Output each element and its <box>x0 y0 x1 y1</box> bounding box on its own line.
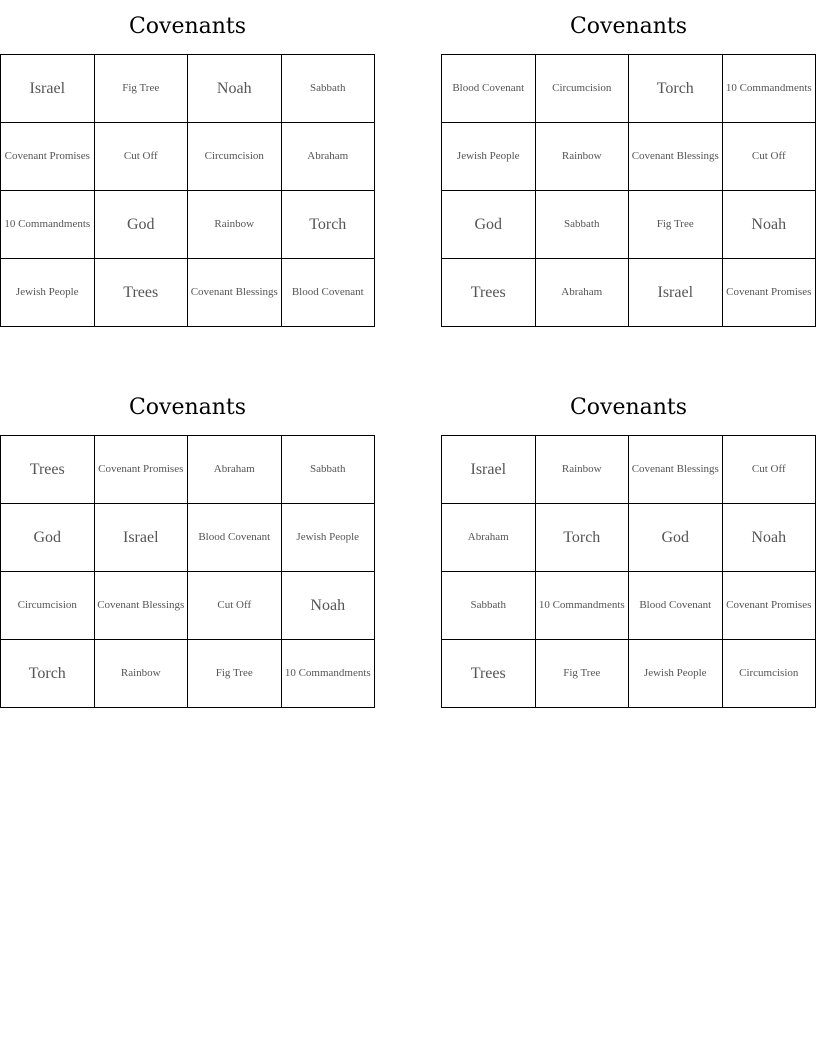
grid-cell: Torch <box>281 191 375 259</box>
grid-cell: Jewish People <box>442 123 536 191</box>
card-title: Covenants <box>128 14 247 39</box>
grid-cell: Covenant Blessings <box>94 572 188 640</box>
grid-cell: Rainbow <box>535 123 629 191</box>
grid-cell: Israel <box>442 436 536 504</box>
card-title: Covenants <box>569 14 688 39</box>
grid-row <box>1 123 375 191</box>
grid-cell: Trees <box>442 259 536 327</box>
grid-cell: Cut Off <box>722 123 816 191</box>
grid-cell: Noah <box>281 572 375 640</box>
grid-cell: Circumcision <box>188 123 282 191</box>
grid-cell: Cut Off <box>188 572 282 640</box>
grid-cell: God <box>442 191 536 259</box>
grid-cell: 10 Commandments <box>535 572 629 640</box>
grid-cell: Abraham <box>281 123 375 191</box>
grid-row <box>442 55 816 123</box>
grid-cell: Blood Covenant <box>629 572 723 640</box>
grid-cell: Noah <box>722 504 816 572</box>
grid-cell: Covenant Promises <box>1 123 95 191</box>
grid-cell: Fig Tree <box>629 191 723 259</box>
grid-cell: Fig Tree <box>535 640 629 708</box>
grid-cell: 10 Commandments <box>722 55 816 123</box>
grid-cell: Israel <box>94 504 188 572</box>
grid-cell: Jewish People <box>281 504 375 572</box>
bingo-card-4 <box>441 381 816 708</box>
bingo-grid <box>0 54 375 327</box>
grid-cell: Covenant Blessings <box>629 123 723 191</box>
grid-cell: Jewish People <box>629 640 723 708</box>
grid-cell: Torch <box>1 640 95 708</box>
grid-cell: Fig Tree <box>94 55 188 123</box>
grid-cell: Sabbath <box>442 572 536 640</box>
grid-cell: Blood Covenant <box>442 55 536 123</box>
grid-cell: God <box>94 191 188 259</box>
grid-row <box>442 259 816 327</box>
grid-cell: Sabbath <box>281 55 375 123</box>
grid-cell: God <box>1 504 95 572</box>
grid-cell: Rainbow <box>188 191 282 259</box>
grid-cell: 10 Commandments <box>281 640 375 708</box>
grid-cell: Cut Off <box>94 123 188 191</box>
grid-cell: Israel <box>1 55 95 123</box>
grid-cell: Abraham <box>188 436 282 504</box>
grid-row <box>442 191 816 259</box>
grid-cell: Sabbath <box>281 436 375 504</box>
grid-row <box>1 259 375 327</box>
card-title: Covenants <box>569 395 688 420</box>
grid-cell: Trees <box>1 436 95 504</box>
grid-cell: Trees <box>442 640 536 708</box>
grid-cell: Abraham <box>535 259 629 327</box>
grid-cell: Blood Covenant <box>188 504 282 572</box>
grid-row <box>442 436 816 504</box>
grid-row <box>1 436 375 504</box>
grid-cell: Trees <box>94 259 188 327</box>
grid-cell: Blood Covenant <box>281 259 375 327</box>
bingo-grid <box>441 54 816 327</box>
bingo-grid <box>0 435 375 708</box>
grid-cell: Sabbath <box>535 191 629 259</box>
grid-cell: Noah <box>188 55 282 123</box>
grid-cell: Rainbow <box>535 436 629 504</box>
grid-cell: Covenant Promises <box>722 259 816 327</box>
grid-cell: Covenant Promises <box>94 436 188 504</box>
grid-cell: Circumcision <box>722 640 816 708</box>
grid-cell: Noah <box>722 191 816 259</box>
grid-cell: Circumcision <box>1 572 95 640</box>
grid-cell: Abraham <box>442 504 536 572</box>
grid-cell: Cut Off <box>722 436 816 504</box>
grid-row <box>1 640 375 708</box>
grid-cell: Fig Tree <box>188 640 282 708</box>
grid-cell: God <box>629 504 723 572</box>
bingo-grid <box>441 435 816 708</box>
bingo-card-1 <box>0 0 375 327</box>
grid-cell: 10 Commandments <box>1 191 95 259</box>
grid-cell: Covenant Blessings <box>188 259 282 327</box>
grid-cell: Torch <box>535 504 629 572</box>
grid-row <box>1 55 375 123</box>
grid-row <box>442 640 816 708</box>
grid-row <box>1 504 375 572</box>
grid-row <box>1 572 375 640</box>
grid-cell: Jewish People <box>1 259 95 327</box>
grid-row <box>442 123 816 191</box>
grid-row <box>442 504 816 572</box>
bingo-card-2 <box>441 0 816 327</box>
grid-row <box>1 191 375 259</box>
grid-row <box>442 572 816 640</box>
grid-cell: Israel <box>629 259 723 327</box>
grid-cell: Rainbow <box>94 640 188 708</box>
grid-cell: Covenant Blessings <box>629 436 723 504</box>
grid-cell: Circumcision <box>535 55 629 123</box>
grid-cell: Covenant Promises <box>722 572 816 640</box>
bingo-card-3 <box>0 381 375 708</box>
card-title: Covenants <box>128 395 247 420</box>
grid-cell: Torch <box>629 55 723 123</box>
